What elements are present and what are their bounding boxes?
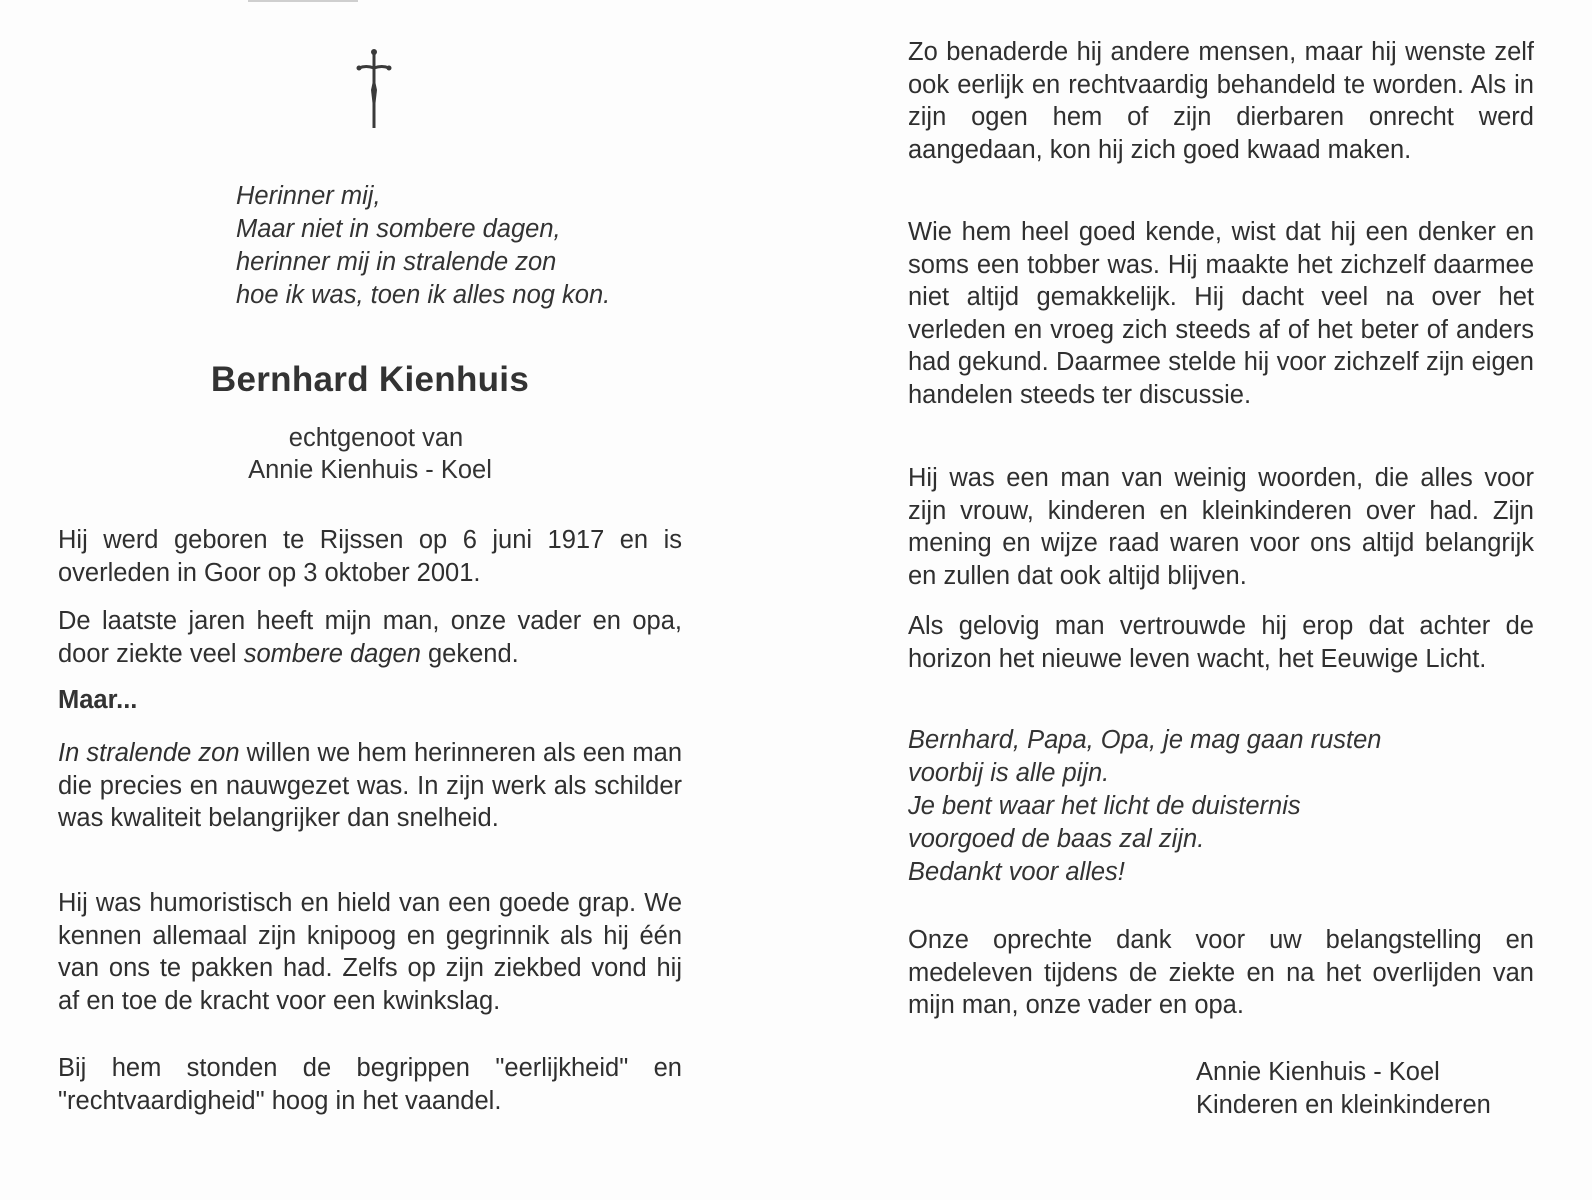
poem-line: Maar niet in sombere dagen, <box>236 215 561 243</box>
remember-paragraph <box>58 737 682 835</box>
poem-line: Bernhard, Papa, Opa, je mag gaan rusten <box>908 726 1382 754</box>
signature-line: Annie Kienhuis - Koel <box>1196 1058 1440 1086</box>
faith-paragraph: Als gelovig man vertrouwde hij erop dat achter de horizon het nieuwe leven wacht, het Eeuwige Licht. <box>908 612 1534 673</box>
few-words-paragraph: Hij was een man van weinig woorden, die alles voor zijn vrouw, kinderen en kleinkinderen over had. Zijn mening en wijze raad waren voor ons altijd belangrijk en zullen dat ook altijd blijven. <box>908 464 1534 590</box>
remember-text: willen we hem herinneren als een man die precies en nauwgezet was. In zijn werk als schilder was kwaliteit belangrijker dan snelheid. <box>58 739 683 832</box>
opening-poem <box>236 180 696 312</box>
signature-line: Kinderen en kleinkinderen <box>1196 1091 1491 1119</box>
spouse-name: Annie Kienhuis - Koel <box>248 456 492 484</box>
last-years-end: gekend. <box>420 639 519 668</box>
deceased-name: Bernhard Kienhuis <box>210 360 530 399</box>
thinker-paragraph: Wie hem heel goed kende, wist dat hij een denker en soms een tobber was. Hij maakte het zichzelf daarmee niet altijd gemakkelijk. Hij dacht veel na over het verleden en vroeg zich steeds af of het beter of anders had gekund. Daarmee stelde hij voor zichzelf zijn eigen handelen steeds ter discussie. <box>908 218 1534 409</box>
last-years-paragraph <box>58 605 682 670</box>
scan-edge-mark <box>248 0 358 2</box>
signature <box>1196 1056 1556 1122</box>
poem-line: Je bent waar het licht de duisternis <box>908 792 1301 820</box>
poem-line: voorbij is alle pijn. <box>908 759 1110 787</box>
thanks-paragraph: Onze oprechte dank voor uw belangstelling en medeleven tijdens de ziekte en na het overlijden van mijn man, onze vader en opa. <box>908 926 1534 1019</box>
maar-heading: Maar... <box>58 686 138 714</box>
last-years-text: De laatste jaren heeft mijn man, onze vader en opa, door ziekte veel <box>58 607 682 668</box>
humor-paragraph: Hij was humoristisch en hield van een goede grap. We kennen allemaal zijn knipoog en gegrinnik als hij één van ons te pakken had. Zelfs op zijn ziekbed vond hij af en toe de kracht voor een kwinkslag. <box>58 889 682 1015</box>
cross-icon <box>355 46 393 130</box>
approach-paragraph: Zo benaderde hij andere mensen, maar hij wenste zelf ook eerlijk en rechtvaardig behandeld te worden. Als in zijn ogen hem of zijn dierbaren onrecht werd aangedaan, kon hij zich goed kwaad maken. <box>908 38 1534 164</box>
poem-line: Herinner mij, <box>236 182 381 210</box>
closing-poem <box>908 724 1468 889</box>
remember-italic: In stralende zon <box>58 739 240 767</box>
last-years-italic: sombere dagen <box>243 639 421 668</box>
birth-death-paragraph: Hij werd geboren te Rijssen op 6 juni 1917 en is overleden in Goor op 3 oktober 2001. <box>58 526 682 587</box>
values-paragraph: Bij hem stonden de begrippen "eerlijkheid" en "rechtvaardigheid" hoog in het vaandel. <box>58 1054 682 1115</box>
poem-line: herinner mij in stralende zon <box>236 248 557 276</box>
poem-line: hoe ik was, toen ik alles nog kon. <box>236 281 611 309</box>
spouse-label: echtgenoot van <box>288 424 464 452</box>
poem-line: Bedankt voor alles! <box>908 858 1125 886</box>
poem-line: voorgoed de baas zal zijn. <box>908 825 1205 853</box>
